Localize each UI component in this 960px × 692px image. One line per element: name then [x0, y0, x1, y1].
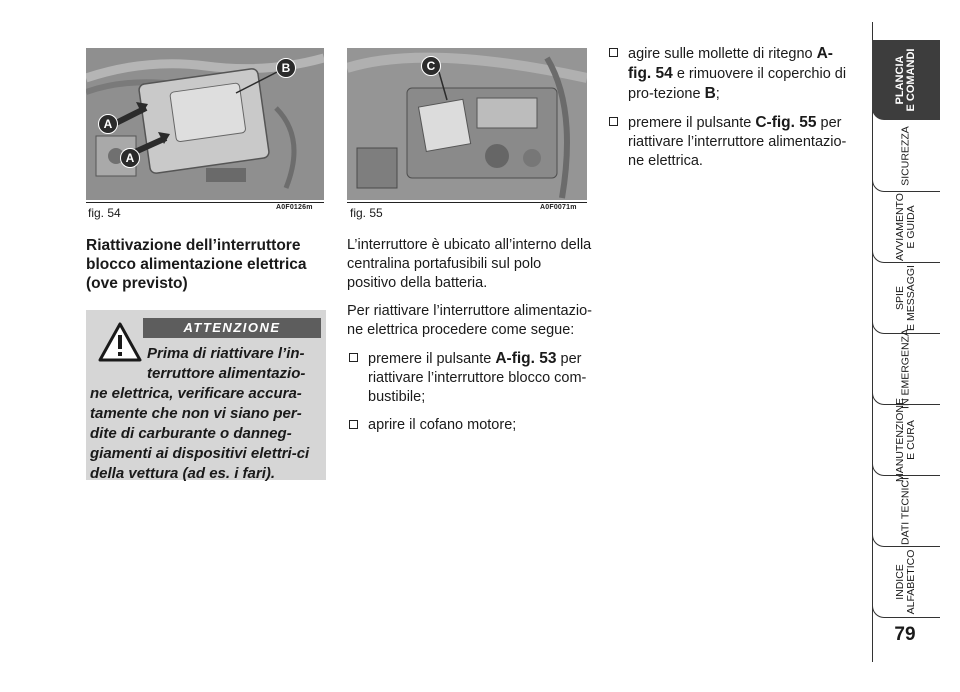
figure-reference: A-fig. 53 — [495, 350, 557, 367]
figure-55-rule — [347, 202, 587, 203]
warning-label: ATTENZIONE — [143, 318, 321, 338]
paragraph-location: L’interruttore è ubicato all’interno della centralina portafusibili sul polo positivo della batteria. — [347, 237, 592, 291]
checkbox-bullet-icon — [349, 353, 358, 362]
tab-dati-tecnici[interactable]: DATI TECNICI — [899, 477, 912, 545]
tab-manutenzione-e-cura[interactable]: MANUTENZIONE E CURA — [894, 398, 917, 482]
figure-54-image — [86, 48, 324, 200]
warning-box — [86, 310, 326, 480]
figure-55-caption: fig. 55 — [350, 206, 383, 220]
section-title-line-2: blocco alimentazione elettrica — [86, 256, 307, 273]
warning-text-first: Prima di riattivare l’in-terruttore alimentazio- — [147, 345, 306, 382]
callout-a-upper: A — [98, 114, 118, 134]
figure-reference: A-fig. 54 — [628, 45, 833, 82]
list-item: premere il pulsante C-fig. 55 per riattivare l’interruttore alimentazio-ne elettrica. — [607, 113, 852, 171]
list-item: agire sulle mollette di ritegno A-fig. 54 e rimuovere il coperchio di pro-tezione B; — [607, 44, 852, 104]
section-title-line-1: Riattivazione dell’interruttore — [86, 237, 301, 254]
section-title-line-3: (ove previsto) — [86, 275, 188, 292]
tab-in-emergenza[interactable]: IN EMERGENZA — [899, 329, 912, 409]
page-number: 79 — [894, 624, 916, 645]
figure-54-code: A0F0126m — [276, 204, 313, 211]
callout-a-lower: A — [120, 148, 140, 168]
nav-divider — [872, 462, 940, 476]
warning-text-rest: ne elettrica, verificare accura-tamente che non vi siano per-dite di carburante o danneg-giamenti ai dispositivi elettri-ci della vettura (ad es. i fari). — [90, 385, 310, 482]
tab-spie-e-messaggi[interactable]: SPIE E MESSAGGI — [894, 265, 917, 331]
tab-sicurezza[interactable]: SICUREZZA — [899, 126, 912, 186]
tab-plancia-e-comandi[interactable]: PLANCIA E COMANDI — [872, 40, 940, 120]
checkbox-bullet-icon — [349, 420, 358, 429]
component-reference: B — [704, 85, 716, 102]
column-3 — [607, 44, 852, 180]
nav-divider — [872, 604, 940, 618]
nav-divider — [872, 178, 940, 192]
list-item: aprire il cofano motore; — [347, 416, 592, 435]
paragraph-procedure: Per riattivare l’interruttore alimentazio-ne elettrica procedere come segue: — [347, 303, 592, 338]
battery-fuse-unit-illustration — [347, 48, 587, 200]
warning-text — [90, 344, 324, 484]
callout-c: C — [421, 56, 441, 76]
list-item: premere il pulsante A-fig. 53 per riattivare l’interruttore blocco com-bustibile; — [347, 349, 592, 407]
callout-b: B — [276, 58, 296, 78]
figure-55-image — [347, 48, 587, 200]
tab-avviamento-e-guida[interactable]: AVVIAMENTO E GUIDA — [894, 193, 917, 261]
tab-indice-alfabetico[interactable]: INDICE ALFABETICO — [894, 549, 917, 615]
figure-55-code: A0F0071m — [540, 204, 577, 211]
checkbox-bullet-icon — [609, 117, 618, 126]
section-title — [86, 236, 336, 293]
figure-54-caption: fig. 54 — [88, 206, 121, 220]
nav-divider — [872, 533, 940, 547]
nav-divider — [872, 249, 940, 263]
checkbox-bullet-icon — [609, 48, 618, 57]
figure-reference: C-fig. 55 — [755, 114, 817, 131]
column-2 — [347, 236, 592, 444]
figure-54-rule — [86, 202, 324, 203]
